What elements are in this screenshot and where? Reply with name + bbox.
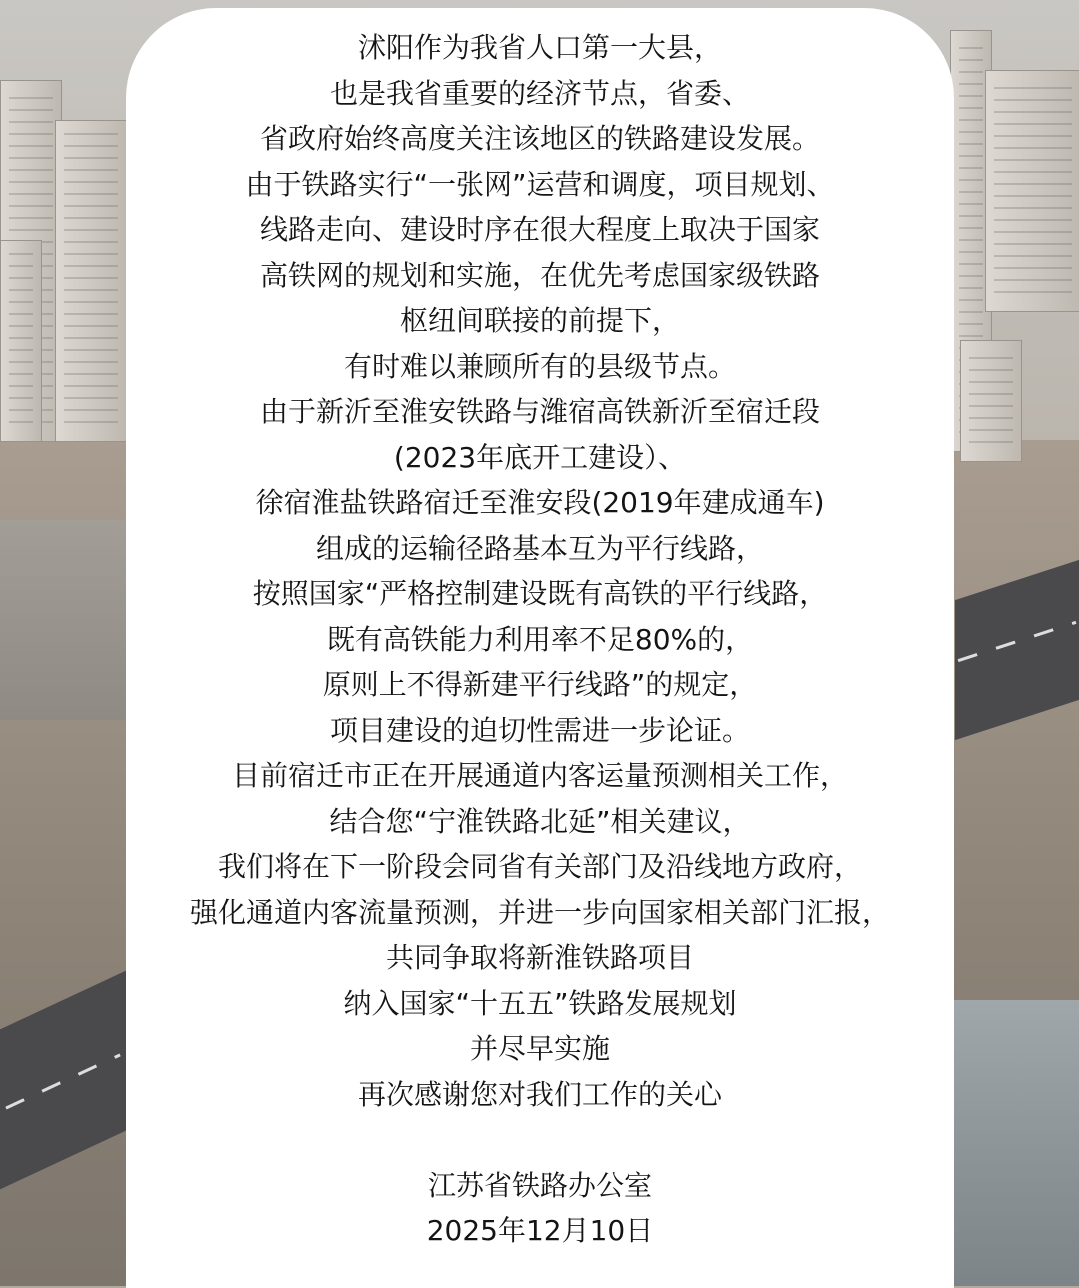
body-line: 按照国家“严格控制建设既有高铁的平行线路，: [252, 577, 828, 610]
body-line: 项目建设的迫切性需进一步论证。: [329, 713, 750, 747]
building: [985, 70, 1079, 312]
body-line: 组成的运输径路基本互为平行线路，: [315, 531, 764, 565]
building: [55, 120, 127, 442]
body-line: (2023年底开工建设）、: [393, 440, 687, 474]
letter-text: [126, 8, 954, 1254]
body-line: 线路走向、建设时序在很大程度上取决于国家: [259, 213, 820, 246]
body-line: 并尽早实施: [469, 1032, 610, 1065]
body-line: 由于新沂至淮安铁路与潍宿高铁新沂至宿迁段: [259, 395, 820, 428]
body-line: 高铁网的规划和实施，在优先考虑国家级铁路: [259, 258, 820, 292]
body-line: 由于铁路实行“一张网”运营和调度，项目规划、: [245, 167, 835, 201]
body-line: 再次感谢您对我们工作的关心: [357, 1077, 722, 1111]
building: [960, 340, 1022, 462]
body-line: 我们将在下一阶段会同省有关部门及沿线地方政府，: [217, 850, 862, 883]
body-line: 纳入国家“十五五”铁路发展规划: [343, 986, 737, 1020]
letter-card: [126, 8, 954, 1288]
body-line: 既有高铁能力利用率不足80%的，: [326, 622, 754, 656]
body-line: 原则上不得新建平行线路”的规定，: [322, 668, 758, 701]
building: [0, 240, 42, 442]
water: [0, 520, 126, 720]
body-line: 徐宿淮盐铁路宿迁至淮安段(2019年建成通车): [255, 486, 825, 519]
signature-organization: 江苏省铁路办公室: [427, 1168, 652, 1202]
body-line: 结合您“宁淮铁路北延”相关建议，: [329, 804, 751, 838]
body-line: 省政府始终高度关注该地区的铁路建设发展。: [259, 122, 820, 155]
signature-date: 2025年12月10日: [426, 1214, 654, 1247]
body-line: 沭阳作为我省人口第一大县，: [357, 31, 722, 64]
body-line: 也是我省重要的经济节点，省委、: [329, 76, 750, 110]
water: [954, 1000, 1079, 1286]
spacer: [126, 1117, 954, 1163]
body-line: 目前宿迁市正在开展通道内客运量预测相关工作，: [231, 759, 848, 792]
body-line: 共同争取将新淮铁路项目: [385, 941, 694, 974]
body-line: 有时难以兼顾所有的县级节点。: [343, 349, 736, 383]
body-line: 强化通道内客流量预测，并进一步向国家相关部门汇报，: [189, 895, 890, 929]
body-line: 枢纽间联接的前提下，: [399, 304, 680, 337]
